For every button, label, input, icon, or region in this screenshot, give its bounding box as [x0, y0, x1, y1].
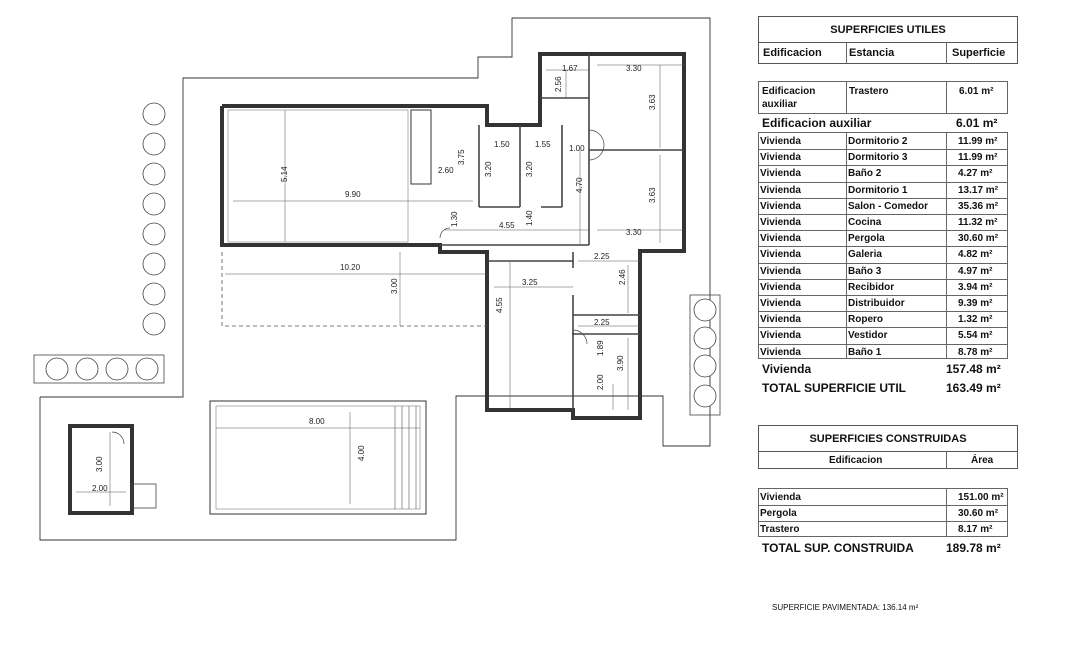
dim-4: 3.63	[648, 94, 657, 110]
tree-row-vertical	[143, 103, 165, 335]
row-estancia: Cocina	[848, 217, 882, 228]
row-edificacion: Vivienda	[760, 314, 801, 326]
row-area: 30.60 m²	[958, 508, 999, 519]
row-edificacion: Vivienda	[760, 233, 801, 245]
row-superficie: 30.60 m²	[958, 233, 999, 245]
dim-21: 10.20	[340, 263, 361, 272]
dim-32: 3.00	[95, 456, 104, 472]
vivienda-total-value: 157.48 m²	[946, 362, 1001, 376]
row-estancia: Baño 1	[848, 346, 882, 358]
dim-11: 3.20	[484, 161, 493, 177]
aux-edificacion: Edificacion auxiliar	[762, 86, 816, 110]
dim-19: 3.30	[626, 228, 642, 237]
row-edificacion: Vivienda	[760, 346, 801, 358]
dim-3: 2.56	[554, 76, 563, 92]
row-edificacion: Vivienda	[760, 152, 801, 164]
row-edificacion: Vivienda	[760, 168, 801, 180]
dim-28: 3.90	[616, 355, 625, 371]
row-estancia: Dormitorio 1	[848, 184, 908, 196]
row-estancia: Baño 3	[848, 265, 882, 277]
dim-7: 1.00	[569, 144, 585, 153]
row-superficie: 5.54 m²	[958, 330, 993, 342]
row-area: 151.00 m²	[958, 492, 1004, 503]
dim-24: 3.00	[390, 278, 399, 294]
dim-25: 4.55	[495, 297, 504, 313]
row-estancia: Dormitorio 3	[848, 152, 908, 164]
row-estancia: Ropero	[848, 314, 883, 326]
row-superficie: 4.27 m²	[958, 168, 993, 180]
utiles-header-edificacion: Edificacion	[763, 47, 822, 59]
row-superficie: 9.39 m²	[958, 298, 993, 309]
dim-17: 4.55	[499, 221, 515, 230]
aux-total-value: 6.01 m²	[956, 116, 998, 130]
utiles-title: SUPERFICIES UTILES	[758, 16, 1018, 43]
row-edificacion: Vivienda	[760, 281, 801, 293]
row-edificacion: Vivienda	[760, 184, 801, 196]
row-superficie: 11.99 m²	[958, 152, 998, 164]
row-superficie: 4.82 m²	[958, 249, 993, 261]
construida-total-label: TOTAL SUP. CONSTRUIDA	[762, 541, 914, 555]
dim-31: 4.00	[357, 445, 366, 461]
row-estancia: Pergola	[848, 233, 885, 245]
dim-1: 1.67	[562, 64, 578, 73]
row-estancia: Galeria	[848, 249, 882, 261]
dim-10: 2.60	[438, 166, 454, 175]
row-edificacion: Vivienda	[760, 298, 801, 309]
construidas-header	[758, 451, 1018, 469]
row-edificacion: Trastero	[760, 524, 800, 535]
row-area: 8.17 m²	[958, 524, 993, 535]
row-edificacion: Vivienda	[760, 492, 801, 503]
dim-9: 5.14	[280, 166, 289, 182]
dim-8: 3.75	[457, 149, 466, 165]
row-superficie: 1.32 m²	[958, 314, 993, 326]
kitchen-counter	[411, 110, 431, 184]
row-superficie: 35.36 m²	[958, 200, 999, 212]
dim-30: 8.00	[309, 417, 325, 426]
aux-total-label: Edificacion auxiliar	[762, 116, 872, 130]
row-edificacion: Vivienda	[760, 217, 801, 228]
house-walls	[222, 54, 684, 418]
tree-row-bottom	[46, 358, 158, 380]
aux-superficie: 6.01 m²	[959, 86, 994, 97]
row-edificacion: Vivienda	[760, 136, 801, 147]
dim-23: 2.46	[618, 269, 627, 285]
utiles-header-estancia: Estancia	[849, 47, 895, 59]
dim-6: 1.55	[535, 140, 551, 149]
row-superficie: 13.17 m²	[958, 184, 999, 196]
row-superficie: 11.32 m²	[958, 217, 998, 228]
row-superficie: 11.99 m²	[958, 136, 998, 147]
dim-13: 4.70	[575, 177, 584, 193]
dim-2: 3.30	[626, 64, 642, 73]
pavimentada-note: SUPERFICIE PAVIMENTADA: 136.14 m²	[772, 603, 919, 612]
utiles-header	[758, 42, 1018, 64]
dim-22: 3.25	[522, 278, 538, 287]
dim-33: 2.00	[92, 484, 108, 493]
vivienda-total-label: Vivienda	[762, 362, 812, 376]
row-estancia: Dormitorio 2	[848, 136, 908, 147]
dim-16: 1.30	[450, 211, 459, 227]
row-superficie: 8.78 m²	[958, 346, 993, 358]
util-total-value: 163.49 m²	[946, 381, 1001, 395]
utiles-header-superficie: Superficie	[952, 47, 1006, 59]
row-edificacion: Vivienda	[760, 265, 801, 277]
row-superficie: 3.94 m²	[958, 281, 993, 293]
dim-26: 2.25	[594, 318, 610, 327]
dim-18: 1.40	[525, 210, 534, 226]
dim-29: 2.00	[596, 374, 605, 390]
construidas-title: SUPERFICIES CONSTRUIDAS	[758, 425, 1018, 452]
row-estancia: Salon - Comedor	[848, 200, 929, 212]
row-superficie: 4.97 m²	[958, 265, 993, 277]
aux-estancia: Trastero	[849, 86, 889, 97]
row-estancia: Vestidor	[848, 330, 888, 342]
row-estancia: Distribuidor	[848, 298, 905, 309]
dim-12: 3.20	[525, 161, 534, 177]
dim-14: 3.63	[648, 187, 657, 203]
row-estancia: Baño 2	[848, 168, 882, 180]
construidas-header-edificacion: Edificacion	[829, 455, 883, 466]
construidas-header-area: Área	[971, 455, 994, 466]
row-edificacion: Vivienda	[760, 249, 801, 261]
dim-15: 9.90	[345, 190, 361, 199]
tree-row-right	[690, 295, 720, 415]
dim-20: 2.25	[594, 252, 610, 261]
dim-27: 1.89	[596, 340, 605, 356]
row-estancia: Recibidor	[848, 281, 895, 293]
construida-total-value: 189.78 m²	[946, 541, 1001, 555]
row-edificacion: Pergola	[760, 508, 797, 519]
util-total-label: TOTAL SUPERFICIE UTIL	[762, 381, 907, 395]
row-edificacion: Vivienda	[760, 200, 801, 212]
utiles-aux-row	[758, 81, 1008, 114]
row-edificacion: Vivienda	[760, 330, 801, 342]
dim-5: 1.50	[494, 140, 510, 149]
